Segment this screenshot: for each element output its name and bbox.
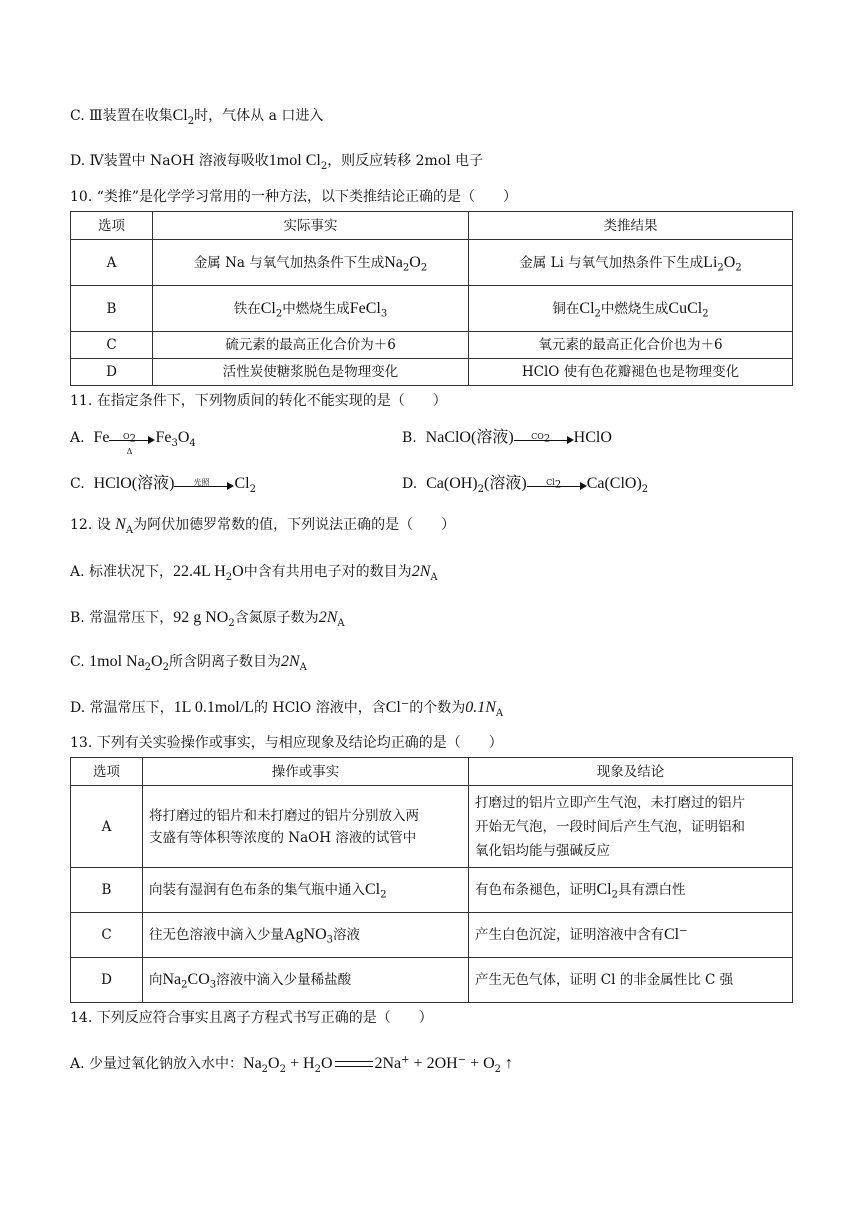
reaction-arrow: $Cl_2$ — [527, 477, 587, 491]
table-header-row — [71, 212, 793, 240]
q13-stem: 13. 下列有关实验操作或事实，与相应现象及结论均正确的是（ ） — [70, 735, 503, 751]
header-option: 选项 — [71, 212, 153, 240]
table-row: A 金属 Na 与氧气加热条件下生成$Na_2O_2$ 金属 Li 与氧气加热条件下生成$Li_2O_2$ — [71, 240, 793, 286]
result-cell: 金属 Li 与氧气加热条件下生成$Li_2O_2$ — [469, 240, 793, 286]
reaction-arrow: $\frac{O_2}{\Delta}$ — [109, 431, 155, 445]
table-header-row: 选项 操作或事实 现象及结论 — [71, 758, 793, 786]
fact-cell: 金属 Na 与氧气加热条件下生成$Na_2O_2$ — [153, 240, 469, 286]
q12-option-b: B. 常温常压下，92 g $NO_2$含氮原子数为$2N_A$ — [70, 609, 345, 629]
table-row: D 向$Na_2CO_3$溶液中滴入少量稀盐酸 产生无色气体，证明 Cl 的非金属性比 C 强 — [71, 958, 793, 1003]
table-row: D 活性炭使糖浆脱色是物理变化 HClO 使有色花瓣褪色也是物理变化 — [71, 359, 793, 386]
table-row: B 铁在$Cl_2$中燃烧生成FeCl$_3$ 铜在$Cl_2$中燃烧生成CuCl$_2$ — [71, 286, 793, 332]
q14-option-a: A. 少量过氧化钠放入水中：$Na_2O_2 + H_2O$ $2Na^+ + 2OH^- + O_2$ ↑ — [70, 1054, 514, 1075]
q10-stem: 10. “类推”是化学学习常用的一种方法，以下类推结论正确的是（ ） — [70, 189, 518, 205]
result-cell: 铜在$Cl_2$中燃烧生成CuCl$_2$ — [469, 286, 793, 332]
reaction-arrow: $CO_2$ — [514, 431, 574, 445]
q11-option-a: A. Fe $\frac{O_2}{\Delta}$ $Fe_3O_4$ — [70, 429, 196, 456]
q11-stem: 11. 在指定条件下，下列物质间的转化不能实现的是（ ） — [70, 393, 447, 409]
fact-cell: 铁在$Cl_2$中燃烧生成FeCl$_3$ — [153, 286, 469, 332]
equals-sign — [335, 1061, 373, 1067]
q9-option-d: D. Ⅳ装置中 NaOH 溶液每吸收1mol $Cl_2$，则反应转移 2mol 电子 — [70, 152, 484, 172]
q14-stem: 14. 下列反应符合事实且离子方程式书写正确的是（ ） — [70, 1010, 433, 1026]
table-row: A 将打磨过的铝片和未打磨过的铝片分别放入两 支盛有等体积等浓度的 NaOH 溶液的试管中 打磨过的铝片立即产生气泡，未打磨过的铝片 开始无气泡，一段时间后产生气泡，证明铝和 氧化铝均能与强碱反应 — [71, 786, 793, 868]
q13-table — [70, 757, 793, 1003]
operation-cell: 将打磨过的铝片和未打磨过的铝片分别放入两 支盛有等体积等浓度的 NaOH 溶液的试管中 — [143, 786, 469, 868]
q12-option-c: C. 1mol $Na_2O_2$所含阴离子数目为$2N_A$ — [70, 653, 307, 673]
q9-option-c: C. Ⅲ装置在收集$Cl_2$时，气体从 a 口进入 — [70, 107, 324, 127]
q12-option-a: A. 标准状况下，22.4L $H_2O$中含有共用电子对的数目为$2N_A$ — [70, 563, 438, 583]
table-row: C 硫元素的最高正化合价为＋6 氧元素的最高正化合价也为＋6 — [71, 332, 793, 359]
q11-option-c: C. HClO(溶液) 光照 $Cl_2$ — [70, 475, 256, 495]
q12-stem: 12. 设 $N_A$为阿伏加德罗常数的值，下列说法正确的是（ ） — [70, 516, 456, 536]
q12-option-d: D. 常温常压下，1L 0.1mol/L的 HClO 溶液中，含Cl−的个数为$0.1N_A$ — [70, 698, 504, 719]
conclusion-cell: 打磨过的铝片立即产生气泡，未打磨过的铝片 开始无气泡，一段时间后产生气泡，证明铝和 氧化铝均能与强碱反应 — [469, 786, 793, 868]
reaction-arrow: 光照 — [174, 477, 234, 491]
q11-option-d: D. $Ca(OH)_2$(溶液) $Cl_2$ $Ca(ClO)_2$ — [402, 475, 649, 495]
header-fact: 实际事实 — [153, 212, 469, 240]
header-result: 类推结果 — [469, 212, 793, 240]
table-row: C 往无色溶液中滴入少量AgNO$_3$溶液 产生白色沉淀，证明溶液中含有Cl− — [71, 913, 793, 958]
q10-table — [70, 211, 793, 386]
q11-option-b: B. NaClO(溶液) $CO_2$ HClO — [402, 429, 612, 446]
table-row: B 向装有湿润有色布条的集气瓶中通入$Cl_2$ 有色布条褪色，证明$Cl_2$具有漂白性 — [71, 868, 793, 913]
